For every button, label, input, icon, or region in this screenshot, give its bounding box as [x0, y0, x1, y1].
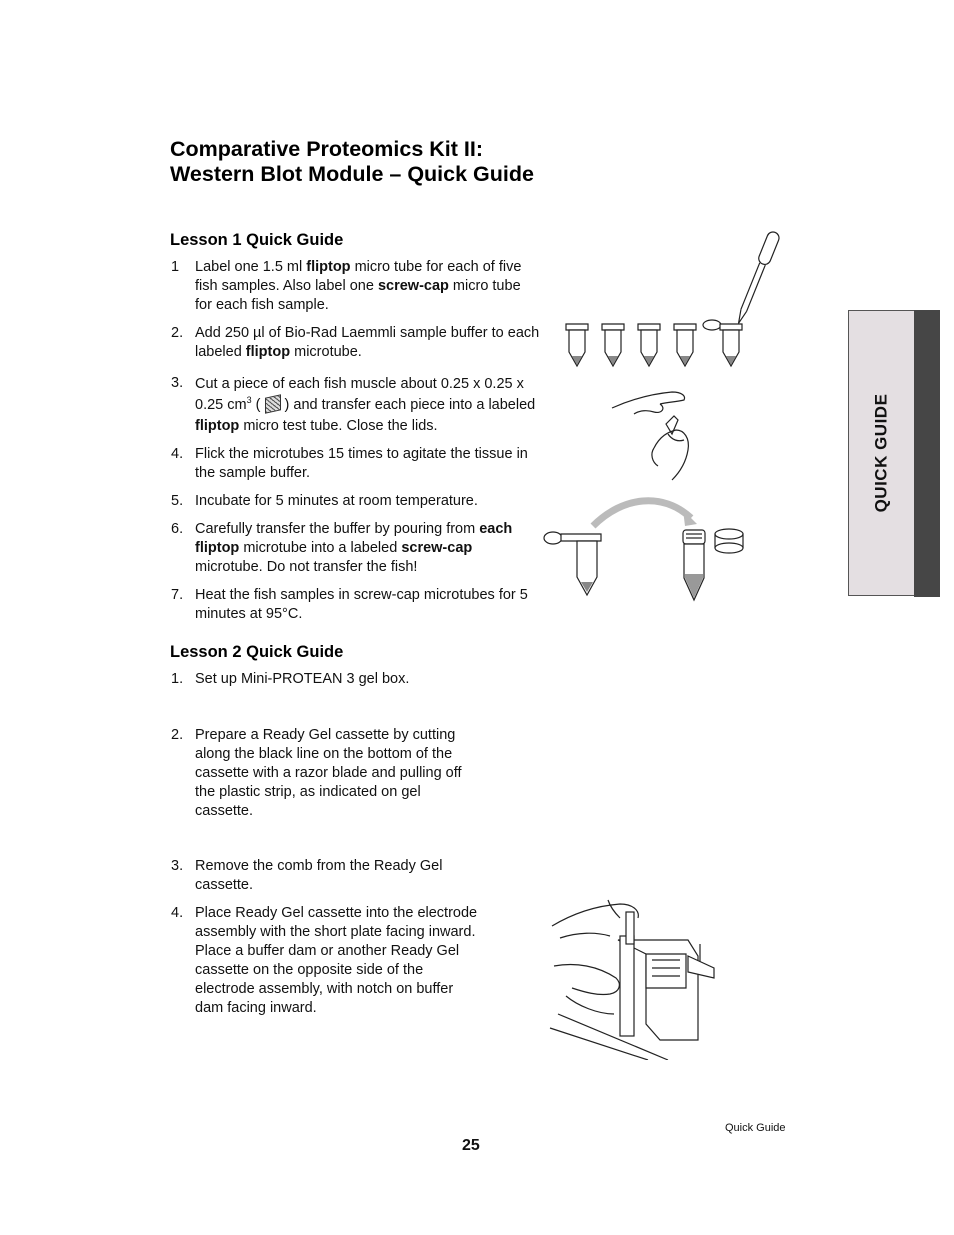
step-number: 3.: [171, 375, 184, 391]
step-number: 6.: [171, 521, 184, 537]
electrode-assembly-illustration: [548, 896, 723, 1060]
step-text: Cut a piece of each fish muscle about 0.25 x 0.25 x 0.25 $cm^3$ ( ) and transfer each piece into a labeled fliptop micro test tube. Close the lids.: [195, 376, 536, 434]
step-text: Place Ready Gel cassette into the electrode assembly with the short plate facing inward. Place a buffer dam or another Ready Gel cassette on the opposite side of the electrode assembly, with notch on buffer dam facing inward.: [195, 905, 478, 1016]
step-number: 4.: [171, 446, 184, 462]
step-number: 1.: [171, 671, 184, 687]
step-number: 7.: [171, 587, 184, 603]
step-text: Add 250 µl of Bio-Rad Laemmli sample buffer to each labeled fliptop microtube.: [195, 325, 540, 360]
step-text: Carefully transfer the buffer by pouring from each fliptop microtube into a labeled screw-cap microtube. Do not transfer the fish!: [195, 521, 513, 575]
hands-flicking-illustration: [610, 388, 700, 483]
step-text: Set up Mini-PROTEAN 3 gel box.: [195, 671, 410, 687]
lesson2-heading: Lesson 2 Quick Guide: [170, 643, 344, 661]
step-number: 5.: [171, 493, 184, 509]
step-number: 3.: [171, 858, 184, 874]
step-text: Prepare a Ready Gel cassette by cutting along the black line on the bottom of the cassette with a razor blade and pulling off the plastic strip, as indicated on gel cassette.: [195, 727, 462, 819]
step-text: Flick the microtubes 15 times to agitate the tissue in the sample buffer.: [195, 446, 528, 481]
step-number: 2.: [171, 727, 184, 743]
step-text: Incubate for 5 minutes at room temperature.: [195, 493, 478, 509]
side-tab-dark-strip: [914, 310, 940, 597]
lesson1-heading: Lesson 1 Quick Guide: [170, 231, 344, 249]
page-number: 25: [462, 1137, 480, 1154]
step-number: 2.: [171, 325, 184, 341]
step-text: Remove the comb from the Ready Gel cassette.: [195, 858, 443, 893]
footer-section-label: Quick Guide: [725, 1122, 786, 1134]
transfer-buffer-illustration: [543, 494, 748, 606]
step-text: Label one 1.5 ml fliptop micro tube for each of five fish samples. Also label one screw-cap micro tube for each fish sample.: [195, 259, 522, 313]
step-text: Heat the fish samples in screw-cap microtubes for 5 minutes at 95°C.: [195, 587, 528, 622]
step-number: 4.: [171, 905, 184, 921]
page-title: Comparative Proteomics Kit II: Western Blot Module – Quick Guide: [170, 137, 534, 186]
side-tab-label: QUICK GUIDE: [871, 393, 890, 513]
microtubes-pipette-illustration: [558, 228, 788, 373]
step-number: 1: [171, 259, 180, 275]
